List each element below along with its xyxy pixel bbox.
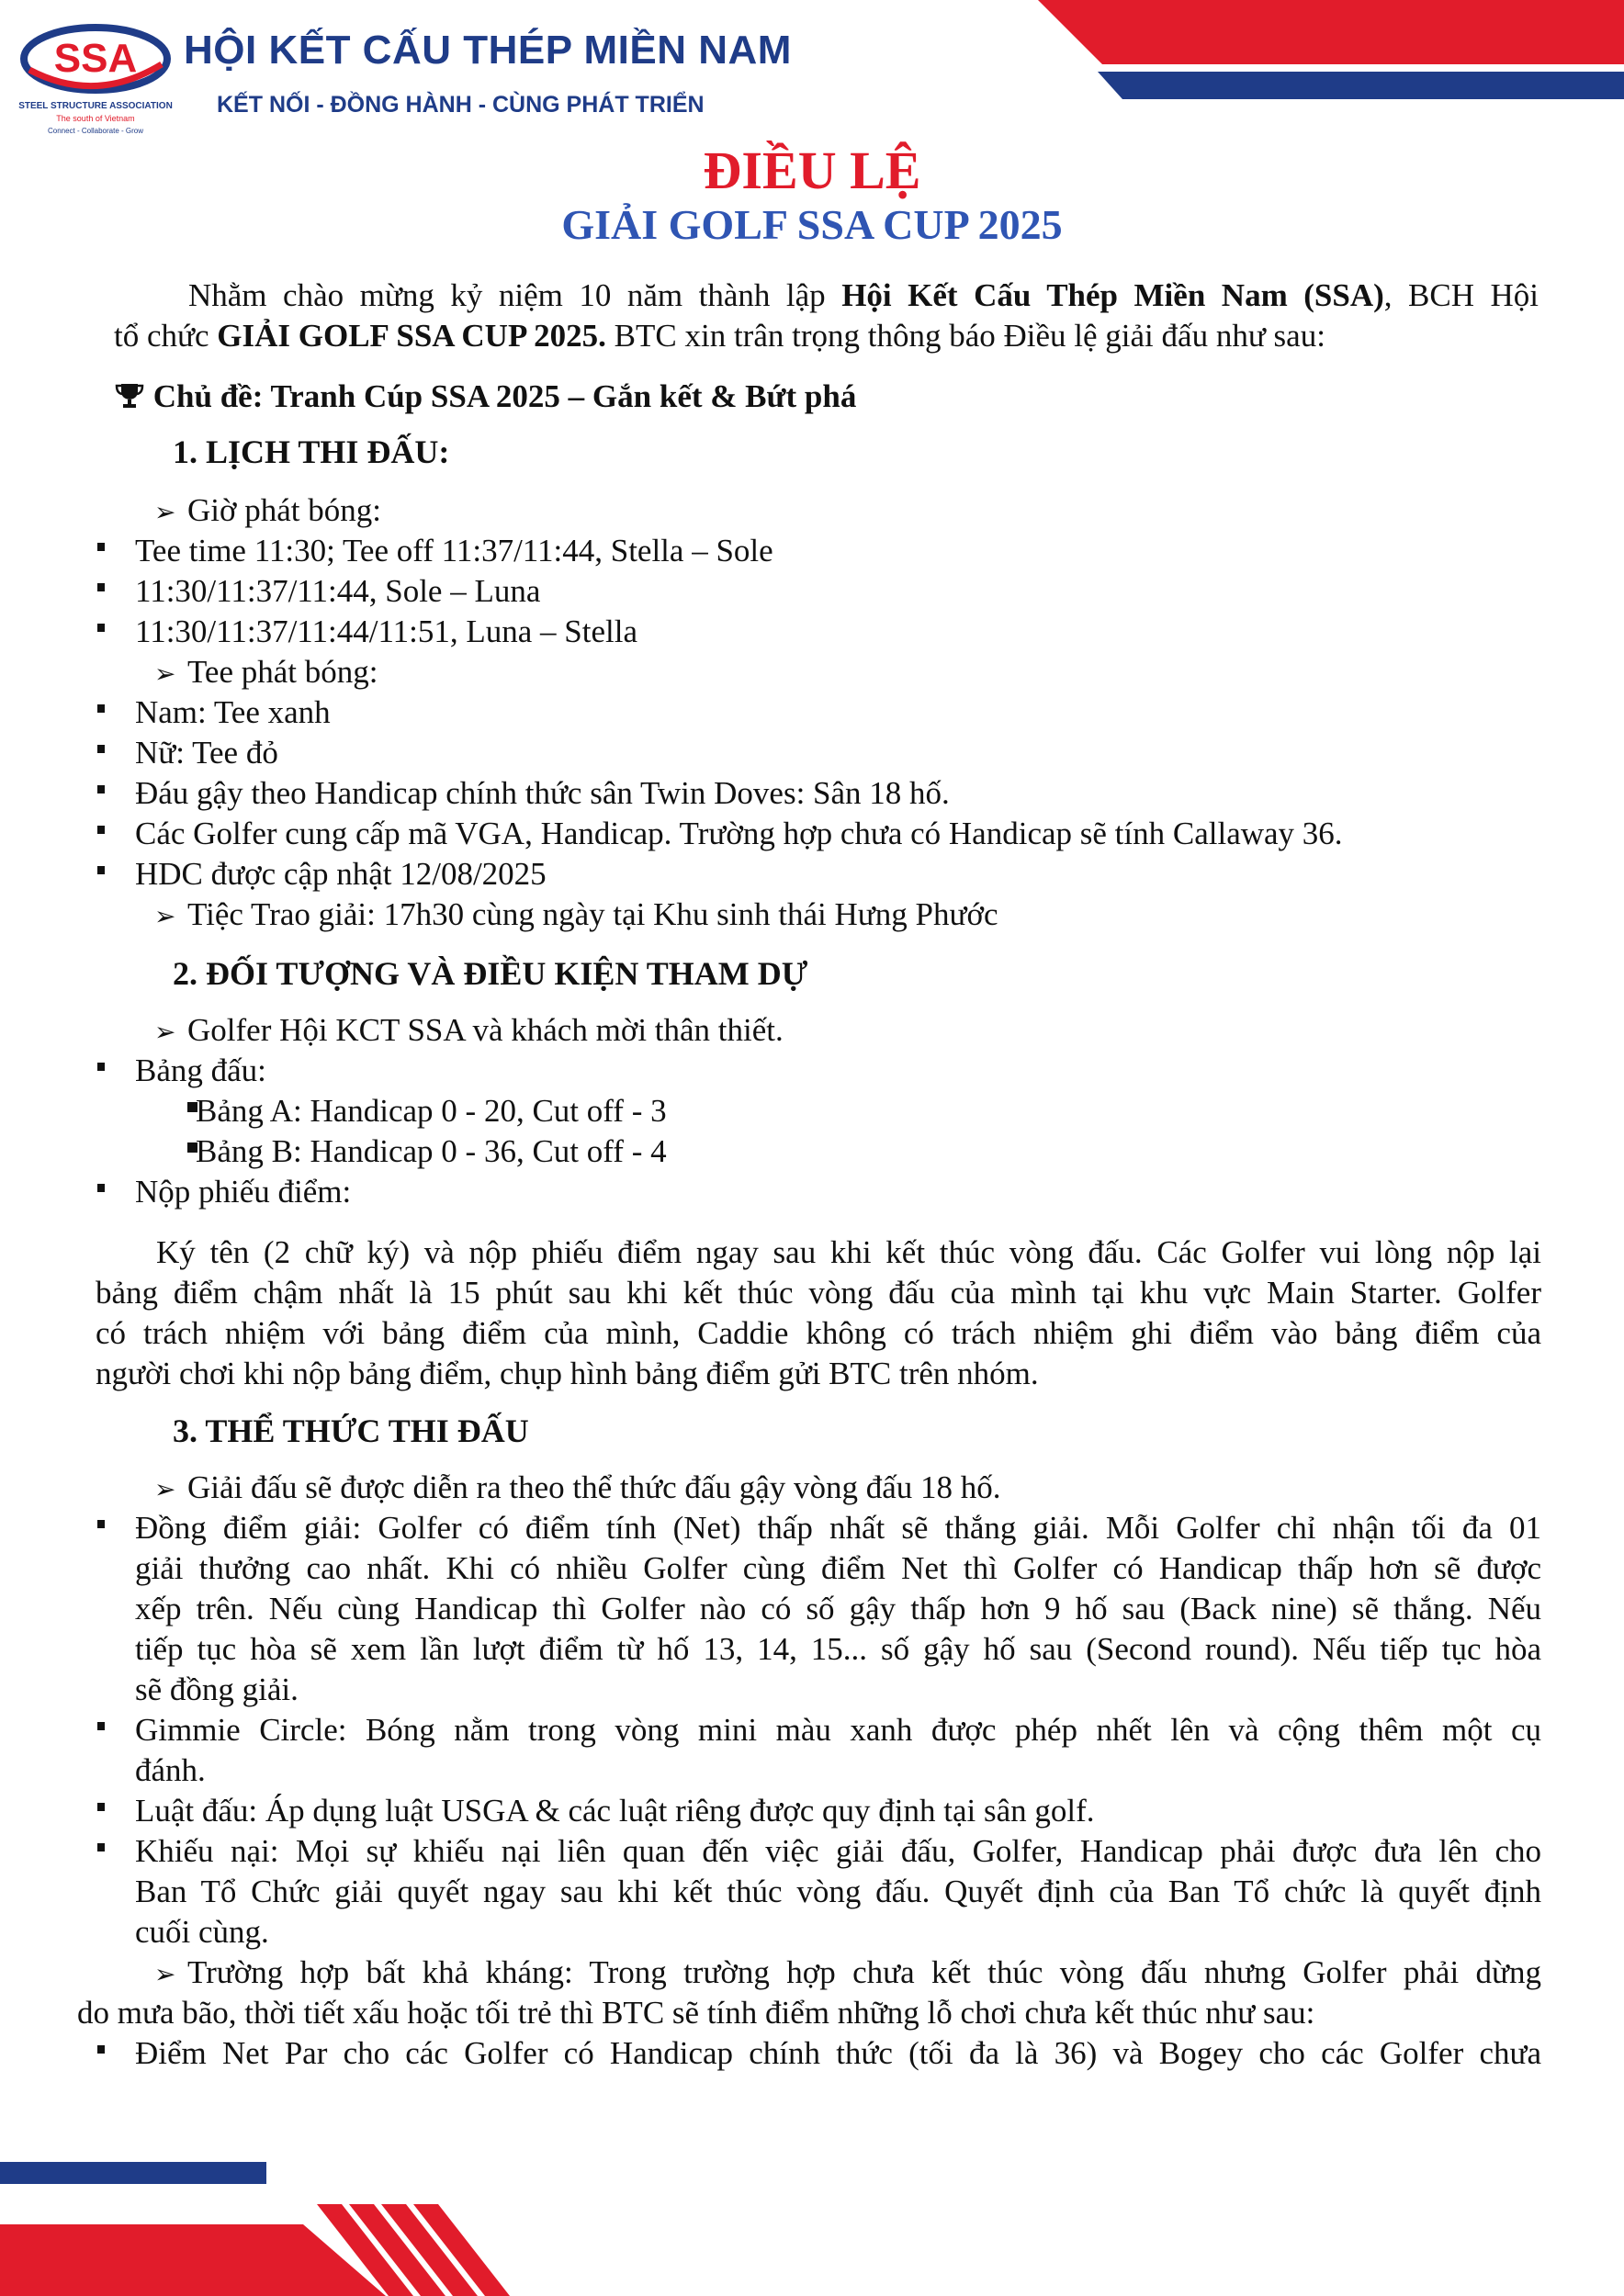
bullet-icon bbox=[97, 1063, 105, 1071]
theme-text: Chủ đề: Tranh Cúp SSA 2025 – Gắn kết & Bứt phá bbox=[152, 378, 857, 414]
s3-force-line-2: do mưa bão, thời tiết xấu hoặc tối trẻ thì BTC sẽ tính điểm những lỗ chơi chưa kết thúc như sau: bbox=[77, 1995, 1315, 2031]
section-3-heading: 3. THỂ THỨC THI ĐẤU bbox=[173, 1412, 529, 1449]
s3-tie-line-2: giải thưởng cao nhất. Khi có nhiều Golfer cùng điểm Net thì Golfer có Handicap thấp hơn sẽ được bbox=[135, 1550, 1541, 1586]
bullet-icon bbox=[97, 826, 105, 834]
arrow-icon: ➢ bbox=[154, 1017, 176, 1047]
s2-para-line-3: có trách nhiệm với bảng điểm của mình, Caddie không có trách nhiệm ghi điểm vào bảng điểm của bbox=[96, 1315, 1541, 1351]
bullet-icon bbox=[97, 583, 105, 591]
s3-force-line-1: ➢ Trường hợp bất khả kháng: Trong trường hợp chưa kết thúc vòng đấu nhưng Golfer phải dừng bbox=[154, 1953, 1541, 1995]
arrow-icon: ➢ bbox=[154, 658, 176, 689]
s1-bullet-3: 11:30/11:37/11:44/11:51, Luna – Stella bbox=[135, 613, 637, 649]
s1-bullet-5: Nữ: Tee đỏ bbox=[135, 735, 278, 771]
s2-group-a: Bảng A: Handicap 0 - 20, Cut off - 3 bbox=[196, 1093, 667, 1129]
s2-bullet-groups: Bảng đấu: bbox=[135, 1052, 266, 1088]
s1-bullet-7: Các Golfer cung cấp mã VGA, Handicap. Trường hợp chưa có Handicap sẽ tính Callaway 36. bbox=[135, 816, 1343, 851]
s2-sub-participants: ➢ Golfer Hội KCT SSA và khách mời thân thiết. bbox=[154, 1010, 784, 1052]
page-subtitle: GIẢI GOLF SSA CUP 2025 bbox=[561, 201, 1063, 248]
logo-sub-2: The south of Vietnam bbox=[56, 114, 135, 123]
s2-para-line-2: bảng điểm chậm nhất là 15 phút sau khi kết thúc vòng đấu của mình tại khu vực Main Starter. Golfer bbox=[96, 1275, 1541, 1311]
logo-text: SSA bbox=[53, 36, 138, 81]
section-2-heading: 2. ĐỐI TƯỢNG VÀ ĐIỀU KIỆN THAM DỰ bbox=[173, 955, 808, 992]
bullet-icon bbox=[97, 745, 105, 753]
s1-sub-tee-time: ➢ Giờ phát bóng: bbox=[154, 490, 381, 533]
s1-bullet-2: 11:30/11:37/11:44, Sole – Luna bbox=[135, 573, 541, 609]
intro-line-2 bbox=[114, 316, 1325, 356]
s3-tie-line-3: xếp trên. Nếu cùng Handicap thì Golfer nào có số gậy thấp hơn 9 hố sau (Back nine) sẽ thắng. Nếu bbox=[135, 1591, 1541, 1626]
bullet-icon bbox=[97, 866, 105, 874]
org-name: HỘI KẾT CẤU THÉP MIỀN NAM bbox=[184, 28, 792, 73]
s3-complaint-line-2: Ban Tổ Chức giải quyết ngay sau khi kết thúc vòng đấu. Quyết định của Ban Tổ chức là quyết định bbox=[135, 1874, 1541, 1909]
bullet-icon bbox=[97, 2045, 105, 2054]
org-slogan: KẾT NỐI - ĐỒNG HÀNH - CÙNG PHÁT TRIỂN bbox=[217, 92, 705, 118]
s3-sub-format: ➢ Giải đấu sẽ được diễn ra theo thể thức đấu gậy vòng đấu 18 hố. bbox=[154, 1468, 1001, 1510]
ssa-logo bbox=[17, 13, 175, 141]
s3-gimmie-line-1: Gimmie Circle: Bóng nằm trong vòng mini màu xanh được phép nhết lên và cộng thêm một cụ bbox=[135, 1712, 1541, 1748]
s3-rules: Luật đấu: Áp dụng luật USGA & các luật riêng được quy định tại sân golf. bbox=[135, 1793, 1095, 1829]
logo-sub-1: STEEL STRUCTURE ASSOCIATION bbox=[18, 101, 173, 111]
intro-text: Nhằm chào mừng kỷ niệm 10 năm thành lập bbox=[188, 277, 842, 313]
s1-sub-tee-box: ➢ Tee phát bóng: bbox=[154, 652, 378, 694]
intro-text: tổ chức bbox=[114, 318, 218, 354]
page-title: ĐIỀU LỆ bbox=[703, 141, 921, 200]
intro-org: Hội Kết Cấu Thép Miền Nam (SSA) bbox=[841, 277, 1384, 313]
arrow-icon: ➢ bbox=[154, 901, 176, 931]
bullet-icon bbox=[97, 1722, 105, 1730]
bullet-icon bbox=[97, 1520, 105, 1528]
bullet-icon bbox=[97, 543, 105, 551]
intro-line-1 bbox=[188, 276, 1539, 316]
s3-gimmie-line-2: đánh. bbox=[135, 1752, 206, 1788]
s3-tie-line-5: sẽ đồng giải. bbox=[135, 1671, 299, 1707]
arrow-icon: ➢ bbox=[154, 1959, 176, 1989]
s2-group-b: Bảng B: Handicap 0 - 36, Cut off - 4 bbox=[196, 1133, 667, 1169]
s2-bullet-scorecard: Nộp phiếu điểm: bbox=[135, 1174, 352, 1210]
intro-text: , BCH Hội bbox=[1383, 277, 1539, 313]
bullet-icon bbox=[97, 1803, 105, 1811]
trophy-icon bbox=[114, 382, 145, 410]
s2-para-line-1: Ký tên (2 chữ ký) và nộp phiếu điểm ngay sau khi kết thúc vòng đấu. Các Golfer vui lòng nộp lại bbox=[156, 1234, 1541, 1270]
section-1-heading: 1. LỊCH THI ĐẤU: bbox=[173, 433, 450, 470]
bullet-icon bbox=[97, 785, 105, 793]
bullet-icon bbox=[97, 1184, 105, 1192]
s1-bullet-4: Nam: Tee xanh bbox=[135, 694, 331, 730]
s3-tie-line-1: Đồng điểm giải: Golfer có điểm tính (Net) thấp nhất sẽ thắng giải. Mỗi Golfer chỉ nhận tối đa 01 bbox=[135, 1510, 1541, 1546]
bullet-icon bbox=[97, 704, 105, 713]
intro-text: BTC xin trân trọng thông báo Điều lệ giải đấu như sau: bbox=[605, 318, 1325, 354]
arrow-icon: ➢ bbox=[154, 497, 176, 527]
arrow-icon: ➢ bbox=[154, 1474, 176, 1504]
s3-complaint-line-3: cuối cùng. bbox=[135, 1914, 269, 1950]
intro-event: GIẢI GOLF SSA CUP 2025. bbox=[217, 318, 606, 354]
s3-tie-line-4: tiếp tục hòa sẽ xem lần lượt điểm từ hố 13, 14, 15... số gậy hố sau (Second round). Nếu tiếp tục hòa bbox=[135, 1631, 1541, 1667]
theme-line bbox=[114, 377, 856, 417]
s3-complaint-line-1: Khiếu nại: Mọi sự khiếu nại liên quan đến việc giải đấu, Golfer, Handicap phải được đưa lên cho bbox=[135, 1833, 1541, 1869]
s1-sub-award: ➢ Tiệc Trao giải: 17h30 cùng ngày tại Khu sinh thái Hưng Phước bbox=[154, 895, 998, 937]
bullet-icon bbox=[97, 624, 105, 632]
s2-para-line-4: người chơi khi nộp bảng điểm, chụp hình bảng điểm gửi BTC trên nhóm. bbox=[96, 1356, 1039, 1391]
s1-bullet-8: HDC được cập nhật 12/08/2025 bbox=[135, 856, 547, 892]
footer-stripes bbox=[0, 2149, 514, 2296]
s1-bullet-1: Tee time 11:30; Tee off 11:37/11:44, Stella – Sole bbox=[135, 533, 773, 568]
s1-bullet-6: Đáu gậy theo Handicap chính thức sân Twin Doves: Sân 18 hố. bbox=[135, 775, 950, 811]
s3-netpar-line-1: Điểm Net Par cho các Golfer có Handicap chính thức (tối đa là 36) và Bogey cho các Golfer chưa bbox=[135, 2035, 1541, 2071]
bullet-icon bbox=[97, 1843, 105, 1851]
logo-sub-3: Connect - Collaborate - Grow bbox=[47, 127, 144, 135]
